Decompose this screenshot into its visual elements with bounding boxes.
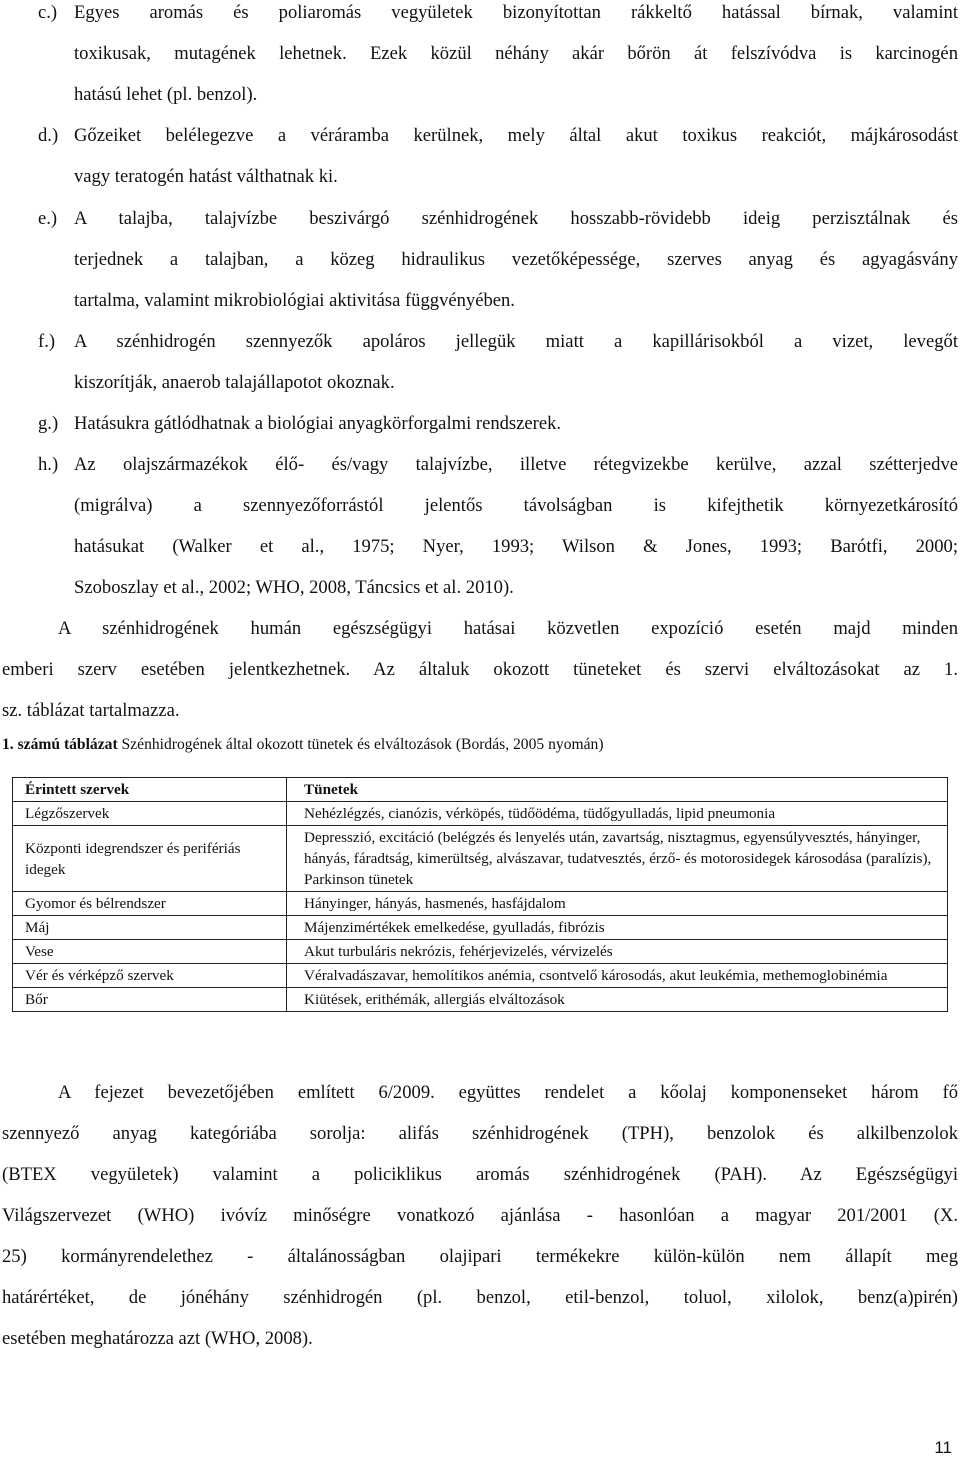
table-row: [13, 988, 948, 1012]
list-line: hatásukat (Walker et al., 1975; Nyer, 1993; Wilson & Jones, 1993; Barótfi, 2000;: [74, 536, 958, 557]
table-cell-symptoms: Májenzimértékek emelkedése, gyulladás, fibrózis: [287, 916, 948, 940]
paragraph-line: határértéket, de jónéhány szénhidrogén (pl. benzol, etil-benzol, toluol, xilolok, benz(a)pirén): [2, 1287, 958, 1308]
list-line: (migrálva) a szennyezőforrástól jelentős távolságban is kifejthetik környezetkárosító: [74, 495, 958, 516]
list-line: toxikusak, mutagének lehetnek. Ezek közül néhány akár bőrön át felszívódva is karcinogén: [74, 43, 958, 64]
list-line: Gőzeiket belélegezve a véráramba kerülnek, mely által akut toxikus reakciót, májkárosodást: [74, 125, 958, 146]
list-line: A talajba, talajvízbe beszivárgó szénhidrogének hosszabb-rövidebb ideig perzisztálnak és: [74, 208, 958, 229]
table-cell-organ: Vese: [13, 940, 287, 964]
list-line: hatású lehet (pl. benzol).: [74, 84, 258, 105]
table-cell-symptoms: Véralvadászavar, hemolítikos anémia, csontvelő károsodás, akut leukémia, methemoglobinémia: [287, 964, 948, 988]
page-number: 11: [934, 1438, 952, 1457]
table-cell-organ: Gyomor és bélrendszer: [13, 892, 287, 916]
table-header-cell: Érintett szervek: [13, 778, 287, 802]
list-line: Hatásukra gátlódhatnak a biológiai anyagkörforgalmi rendszerek.: [74, 413, 562, 434]
list-label: e.): [38, 208, 58, 229]
list-line: kiszorítják, anaerob talajállapotot okoznak.: [74, 372, 395, 393]
table-row: [13, 964, 948, 988]
table-cell-symptoms: Nehézlégzés, cianózis, vérköpés, tüdőödéma, tüdőgyulladás, lipid pneumonia: [287, 802, 948, 826]
list-line: vagy teratogén hatást válthatnak ki.: [74, 166, 338, 187]
list-label: f.): [38, 331, 56, 352]
table-cell-organ: Bőr: [13, 988, 287, 1012]
table-cell-organ: Légzőszervek: [13, 802, 287, 826]
table-cell-organ: Központi idegrendszer és perifériás idegek: [13, 826, 287, 892]
paragraph-line: emberi szerv esetében jelentkezhetnek. Az általuk okozott tüneteket és szervi elváltozásokat az 1.: [2, 659, 958, 680]
paragraph-line: sz. táblázat tartalmazza.: [2, 700, 180, 721]
table-cell-symptoms: Depresszió, excitáció (belégzés és lenyelés után, zavartság, nisztagmus, egyensúlyvesztés, hányinger, hányás, fáradtság, kimerültség, alvászavar, tudatvesztés, érző- és motorosidegek károsodása (paralízis), Parkinson tünetek: [287, 826, 948, 892]
list-line: A szénhidrogén szennyezők apoláros jellegük miatt a kapillárisokból a vizet, levegőt: [74, 331, 958, 352]
list-line: Szoboszlay et al., 2002; WHO, 2008, Táncsics et al. 2010).: [74, 577, 514, 598]
paragraph-line: Világszervezet (WHO) ivóvíz minőségre vonatkozó ajánlása - hasonlóan a magyar 201/2001 (X.: [2, 1205, 958, 1226]
table-cell-organ: Máj: [13, 916, 287, 940]
table-row: [13, 940, 948, 964]
table-cell-symptoms: Akut turbuláris nekrózis, fehérjevizelés, vérvizelés: [287, 940, 948, 964]
list-line: Egyes aromás és poliaromás vegyületek bizonyítottan rákkeltő hatással bírnak, valamint: [74, 2, 958, 23]
paragraph-line: szennyező anyag kategóriába sorolja: alifás szénhidrogének (TPH), benzolok és alkilbenzolok: [2, 1123, 958, 1144]
symptoms-table: [12, 777, 948, 1012]
list-label: g.): [38, 413, 59, 434]
table-row: [13, 892, 948, 916]
paragraph-line: (BTEX vegyületek) valamint a policiklikus aromás szénhidrogének (PAH). Az Egészségügyi: [2, 1164, 958, 1185]
table-cell-symptoms: Hányinger, hányás, hasmenés, hasfájdalom: [287, 892, 948, 916]
table-caption-label: 1. számú táblázat: [2, 736, 118, 753]
paragraph-line: A szénhidrogének humán egészségügyi hatásai közvetlen expozíció esetén majd minden: [58, 618, 958, 639]
list-label: c.): [38, 2, 58, 23]
list-line: Az olajszármazékok élő- és/vagy talajvízbe, illetve rétegvizekbe kerülve, azzal szétterjedve: [74, 454, 958, 475]
table-row: [13, 916, 948, 940]
paragraph-line: 25) kormányrendelethez - általánosságban olajipari termékekre külön-külön nem állapít meg: [2, 1246, 958, 1267]
list-line: tartalma, valamint mikrobiológiai aktivitása függvényében.: [74, 290, 515, 311]
table-cell-symptoms: Kiütések, erithémák, allergiás elváltozások: [287, 988, 948, 1012]
table-caption: [2, 736, 604, 754]
paragraph-line: esetében meghatározza azt (WHO, 2008).: [2, 1328, 313, 1349]
table-caption-text: Szénhidrogének által okozott tünetek és elváltozások (Bordás, 2005 nyomán): [117, 736, 604, 753]
table-header-row: [13, 778, 948, 802]
table-row: [13, 826, 948, 892]
list-line: terjednek a talajban, a közeg hidraulikus vezetőképessége, szerves anyag és agyagásvány: [74, 249, 958, 270]
list-label: h.): [38, 454, 59, 475]
table-row: [13, 802, 948, 826]
paragraph-line: A fejezet bevezetőjében említett 6/2009. együttes rendelet a kőolaj komponenseket három fő: [58, 1082, 958, 1103]
table-header-cell: Tünetek: [287, 778, 948, 802]
table-cell-organ: Vér és vérképző szervek: [13, 964, 287, 988]
list-label: d.): [38, 125, 59, 146]
